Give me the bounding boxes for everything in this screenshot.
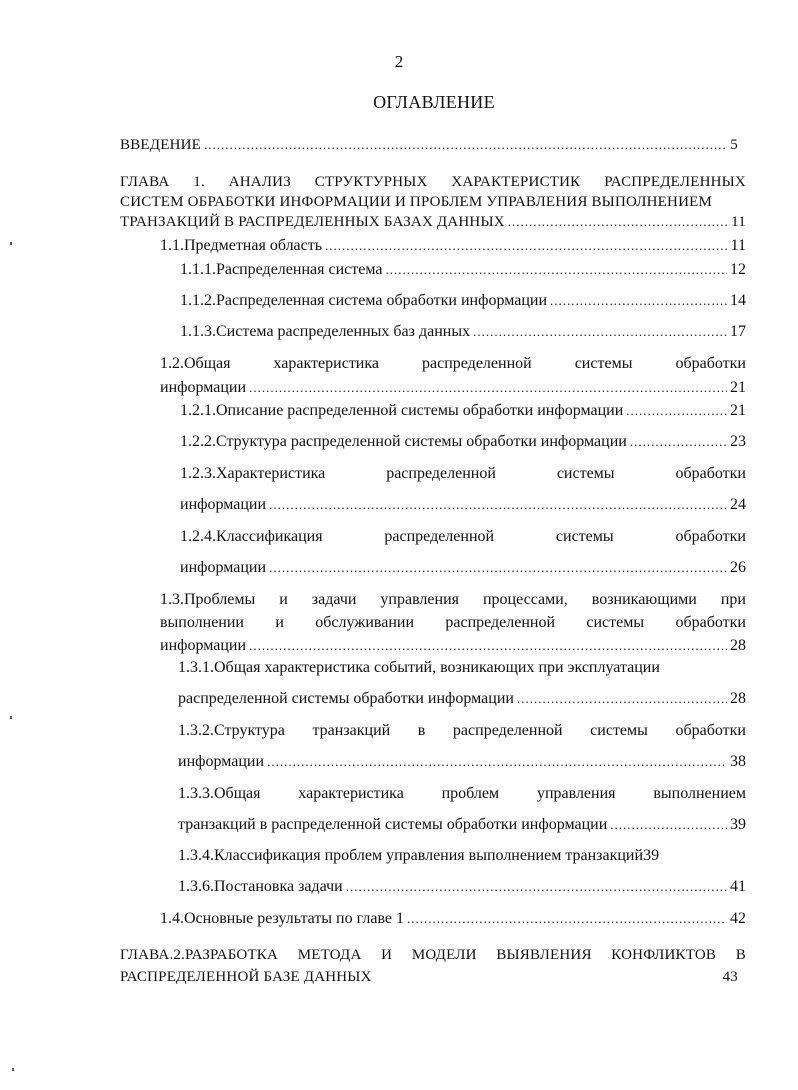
word: обслуживании	[315, 614, 415, 631]
word: 1.	[193, 174, 205, 190]
toc-entry-label: 1.1.3.Система распределенных баз данных	[180, 323, 471, 340]
toc-entry-1-2-4-line1[interactable]	[180, 528, 746, 546]
toc-entry-1-2-line2[interactable]	[160, 379, 746, 397]
word: транзакций	[312, 722, 391, 739]
word: МОДЕЛИ	[411, 947, 477, 963]
dot-leader	[630, 434, 727, 450]
toc-entry-1-3-4[interactable]	[178, 847, 746, 865]
word: обработки	[675, 528, 746, 545]
word: управления	[380, 591, 459, 608]
word: 1.3.3.Общая	[178, 785, 261, 802]
word: процессами,	[482, 591, 568, 608]
toc-entry-label: 1.1.1.Распределенная система	[180, 261, 383, 278]
word: ВЫЯВЛЕНИЯ	[496, 947, 592, 963]
scan-artifact	[10, 716, 12, 719]
toc-page-number: 23	[730, 433, 746, 450]
word: проблем	[441, 785, 500, 802]
toc-entry-1-3-1-line1[interactable]	[178, 659, 746, 677]
toc-page-number: 26	[730, 559, 746, 576]
toc-entry-1-1[interactable]	[160, 237, 746, 255]
toc-entry-1-2-3-line1[interactable]	[180, 465, 746, 483]
toc-page-number: 28	[730, 690, 746, 707]
dot-leader	[407, 911, 727, 927]
toc-chapter1-line1[interactable]	[120, 174, 746, 191]
toc-entry-label: ТРАНЗАКЦИЙ В РАСПРЕДЕЛЕННЫХ БАЗАХ ДАННЫХ	[120, 214, 505, 230]
toc-entry-label: 1.3.6.Постановка задачи	[178, 878, 343, 895]
toc-entry-1-3-6[interactable]	[178, 878, 746, 896]
dot-leader	[249, 638, 727, 654]
toc-entry-1-3-2-line1[interactable]	[178, 722, 746, 740]
toc-entry-1-2-1[interactable]	[180, 402, 746, 420]
toc-chapter1-line2	[120, 194, 746, 211]
toc-entry-1-3-line3[interactable]	[160, 637, 746, 655]
word: КОНФЛИКТОВ	[611, 947, 717, 963]
toc-entry-1-2-3-line2[interactable]	[180, 496, 746, 514]
word: 1.3.2.Структура	[178, 722, 285, 739]
toc-entry-1-3-1-line2[interactable]	[178, 690, 746, 708]
toc-entry-label: информации	[180, 496, 267, 513]
toc-page-number: 28	[730, 637, 746, 654]
toc-entry-label: 1.3.4.Классификация проблем управления выполнением транзакций	[178, 847, 644, 864]
toc-entry-1-1-3[interactable]	[180, 323, 746, 341]
word: характеристика	[273, 355, 379, 372]
toc-page-number: 12	[730, 261, 746, 278]
toc-entry-label: ВВЕДЕНИЕ	[120, 137, 201, 153]
word: 1.2.3.Характеристика	[180, 465, 326, 482]
toc-chapter2-line1[interactable]	[120, 947, 746, 964]
toc-entry-label: 1.1.2.Распределенная система обработки информации	[180, 292, 547, 309]
toc-entry-label: 1.3.1.Общая характеристика событий, возникающих при эксплуатации	[178, 659, 660, 676]
toc-entry-1-1-2[interactable]	[180, 292, 746, 310]
toc-entry-label: 1.4.Основные результаты по главе 1	[160, 910, 405, 927]
toc-entry-label: информации	[180, 559, 267, 576]
toc-entry-1-4[interactable]	[160, 910, 746, 928]
toc-chapter1-line3[interactable]	[120, 214, 746, 231]
toc-entry-label: информации	[178, 753, 265, 770]
word: АНАЛИЗ	[228, 174, 291, 190]
toc-page-number: 21	[730, 402, 746, 419]
dot-leader	[269, 560, 727, 576]
toc-entry-label: информации	[160, 637, 247, 654]
word: выполнением	[653, 785, 746, 802]
word: МЕТОДА	[297, 947, 362, 963]
toc-page-number: 43	[722, 969, 738, 985]
word: системы	[555, 528, 614, 545]
toc-page-number: 42	[730, 910, 746, 927]
scan-artifact	[10, 242, 12, 245]
dot-leader	[325, 238, 728, 254]
dot-leader	[249, 380, 727, 396]
word: И	[381, 947, 393, 963]
toc-entry-label: 1.2.2.Структура распределенной системы обработки информации	[180, 433, 627, 450]
toc-entry-label: РАСПРЕДЕЛЕННОЙ БАЗЕ ДАННЫХ	[120, 969, 372, 985]
word: характеристика	[298, 785, 404, 802]
dot-leader	[550, 293, 727, 309]
toc-page-number: 39	[643, 847, 660, 864]
word: СТРУКТУРНЫХ	[314, 174, 428, 190]
toc-entry-1-3-2-line2[interactable]	[178, 753, 746, 771]
word: распределенной	[445, 614, 556, 631]
word: и	[275, 614, 284, 631]
word: распределенной	[422, 355, 532, 372]
word: 1.3.Проблемы	[160, 591, 256, 608]
word: обработки	[675, 614, 746, 631]
page-title: ОГЛАВЛЕНИЕ	[373, 92, 495, 112]
toc-entry-label: распределенной системы обработки информации	[178, 690, 514, 707]
dot-leader	[473, 324, 727, 340]
word: управления	[536, 785, 616, 802]
word: 1.2.Общая	[160, 355, 231, 372]
word: РАСПРЕДЕЛЕННЫХ	[604, 174, 746, 190]
toc-page-number: 24	[730, 496, 746, 513]
scan-artifact	[12, 1068, 14, 1071]
dot-leader	[267, 754, 727, 770]
word: системы	[574, 355, 633, 372]
toc-page-number: 5	[730, 137, 738, 153]
toc-page-number: 11	[730, 237, 746, 254]
dot-leader	[626, 403, 727, 419]
word: ГЛАВА.2.РАЗРАБОТКА	[120, 947, 279, 963]
toc-chapter2-line2[interactable]	[120, 969, 738, 986]
word: системы	[556, 465, 615, 482]
toc-entry-label: информации	[160, 379, 247, 396]
dot-leader	[269, 497, 727, 513]
word: обработки	[675, 355, 746, 372]
word: возникающими	[591, 591, 697, 608]
toc-entry-1-3-line2[interactable]	[160, 614, 746, 632]
dot-leader	[517, 691, 727, 707]
word: системы	[590, 722, 648, 739]
word: обработки	[675, 722, 746, 739]
word: задачи	[311, 591, 357, 608]
toc-entry-1-2-4-line2[interactable]	[180, 559, 746, 577]
word: системы	[586, 614, 645, 631]
toc-entry-label: 1.1.Предметная область	[160, 237, 323, 254]
word: распределенной	[452, 722, 563, 739]
word: 1.2.4.Классификация	[180, 528, 323, 545]
toc-page-number: 39	[730, 816, 746, 833]
word: ХАРАКТЕРИСТИК	[451, 174, 581, 190]
word: распределенной	[384, 528, 495, 545]
toc-entry-label: СИСТЕМ ОБРАБОТКИ ИНФОРМАЦИИ И ПРОБЛЕМ УПРАВЛЕНИЯ ВЫПОЛНЕНИЕМ	[120, 194, 713, 210]
toc-entry-1-2-2[interactable]	[180, 433, 746, 451]
page-number: 2	[394, 52, 404, 71]
toc-entry-1-3-3-line1[interactable]	[178, 785, 746, 803]
toc-page-number: 38	[730, 753, 746, 770]
word: выполнении	[160, 614, 244, 631]
dot-leader	[508, 214, 728, 230]
toc-entry-1-1-1[interactable]	[180, 261, 746, 279]
word: при	[720, 591, 746, 608]
toc-page-number: 17	[730, 323, 746, 340]
toc-entry-1-3-3-line2[interactable]	[178, 816, 746, 834]
toc-entry-label: 1.2.1.Описание распределенной системы обработки информации	[180, 402, 624, 419]
word: В	[735, 947, 746, 963]
word: ГЛАВА	[120, 174, 170, 190]
toc-page-number: 21	[730, 379, 746, 396]
dot-leader	[204, 137, 727, 153]
toc-page-number: 11	[731, 214, 746, 230]
word: в	[417, 722, 426, 739]
toc-entry-intro[interactable]	[120, 137, 738, 154]
toc-entry-1-3-line1[interactable]	[160, 591, 746, 609]
toc-entry-label: транзакций в распределенной системы обработки информации	[178, 816, 608, 833]
word: обработки	[675, 465, 746, 482]
toc-page-number: 41	[730, 878, 746, 895]
toc-page-number: 14	[730, 292, 746, 309]
word: распределенной	[386, 465, 496, 482]
word: и	[279, 591, 288, 608]
dot-leader	[610, 817, 727, 833]
toc-entry-1-2-line1[interactable]	[160, 355, 746, 373]
dot-leader	[385, 262, 727, 278]
dot-leader	[346, 879, 727, 895]
